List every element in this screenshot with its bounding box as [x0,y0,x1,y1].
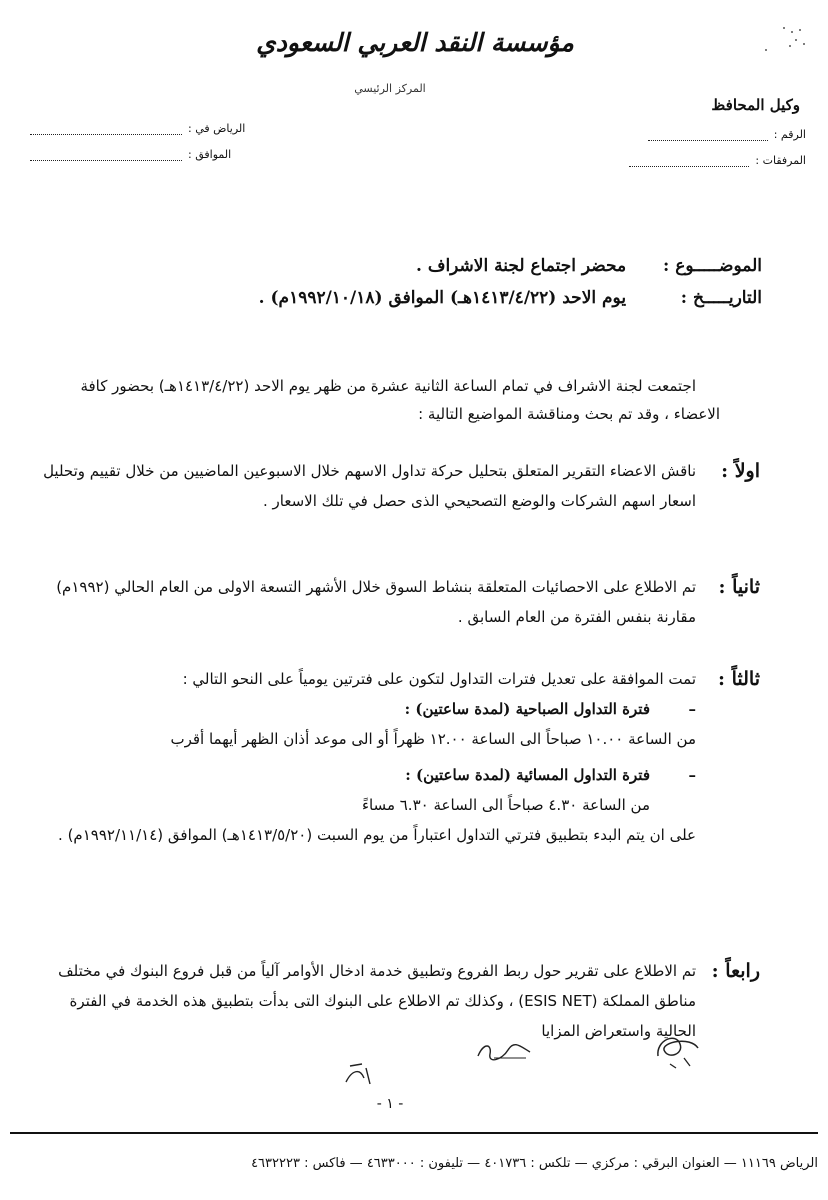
margin-signature-mark [650,1026,706,1070]
item-3-heading: ثالثاً : [717,668,760,690]
item-3-closing: على ان يتم البدء بتطبيق فترتي التداول اعتباراً من يوم السبت (١٤١٣/٥/٢٠هـ) الموافق (١٩٩٢/١١/١٤م) . [58,826,696,844]
corresponding-date-field [30,148,231,161]
org-name: مؤسسة النقد العربي السعودي [256,28,574,57]
attachments-field [629,154,806,167]
item-2-heading: ثانياً : [718,576,760,598]
intro-paragraph: اجتمعت لجنة الاشراف في تمام الساعة الثانية عشرة من ظهر يوم الاحد (١٤١٣/٤/٢٢هـ) بحضور كافة الاعضاء ، وقد تم بحث ومناقشة المواضيع التالية : [80,377,720,423]
evening-period-title-text: فترة التداول المسائية (لمدة ساعتين) : [405,766,650,784]
page-number: - ١ - [376,1096,404,1112]
riyadh-date-field [30,122,245,135]
riyadh-date-value [30,123,182,135]
attachments-label: المرفقات : [755,154,806,167]
item-1-text: ناقش الاعضاء التقرير المتعلق بتحليل حركة تداول الاسهم خلال الاسبوعين الماضيين من خلال تقييم وتحليل اسعار اسهم الشركات والوضع التصحيحي الذى حصل في تلك الاسعار . [43,462,696,510]
item-2-text: تم الاطلاع على الاحصائيات المتعلقة بنشاط السوق خلال الأشهر التسعة الاولى من العام الحالي (١٩٩٢م) مقارنة بنفس الفترة من العام السابق . [56,578,696,626]
corresponding-date-label: الموافق : [188,148,232,161]
item-3-body [34,664,696,850]
org-subtitle: المركز الرئيسي [354,82,426,95]
scan-dots-mark [754,22,814,62]
corresponding-date-value [30,149,182,161]
number-field [648,128,806,141]
subject-label: الموضـــــوع : [663,256,762,276]
riyadh-date-label: الرياض في : [188,122,246,135]
evening-period-title: –فترة التداول المسائية (لمدة ساعتين) : [405,766,696,784]
item-3-intro: تمت الموافقة على تعديل فترات التداول لتكون على فترتين يومياً على النحو التالي : [182,670,696,688]
item-4-heading: رابعاً : [711,960,760,982]
date-value: يوم الاحد (١٤١٣/٤/٢٢هـ) الموافق (١٩٩٢/١٠/١٨م) . [258,288,627,308]
attachments-value [629,155,749,167]
subject-line [416,256,762,276]
morning-period-time: من الساعة ١٠.٠٠ صباحاً الى الساعة ١٢.٠٠ ظهراً أو الى موعد أذان الظهر أيهما أقرب [170,730,696,748]
morning-period-title: –فترة التداول الصباحية (لمدة ساعتين) : [404,700,696,718]
date-label: التاريـــــخ : [680,288,762,308]
number-value [648,129,768,141]
signature-mark [474,1038,534,1064]
number-label: الرقم : [773,128,806,141]
evening-period-time: من الساعة ٤.٣٠ صباحاً الى الساعة ٦.٣٠ مساءً [361,796,650,814]
subject-value: محضر اجتماع لجنة الاشراف . [415,256,627,276]
date-line [259,288,762,308]
footer-divider [10,1132,818,1134]
initials-mark [340,1060,380,1090]
item-1-heading: اولاً : [721,460,760,482]
morning-period-title-text: فترة التداول الصباحية (لمدة ساعتين) : [404,700,650,718]
footer-contact-line: الرياض ١١١٦٩ — العنوان البرقي : مركزي — تلكس : ٤٠١٧٣٦ — تليفون : ٤٦٣٣٠٠٠ — فاكس : ٤٦٣٢٢٢٣ [251,1156,818,1171]
item-4-text: تم الاطلاع على تقرير حول ربط الفروع وتطبيق خدمة ادخال الأوامر آلياً من قبل فروع البنوك في مختلف مناطق المملكة (ESIS NET) ، وكذلك تم الاطلاع على البنوك التى بدأت بتطبيق هذه الخدمة في الفترة الحالية واستعراض المزايا [58,962,696,1040]
deputy-title: وكيل المحافظ [711,96,800,114]
